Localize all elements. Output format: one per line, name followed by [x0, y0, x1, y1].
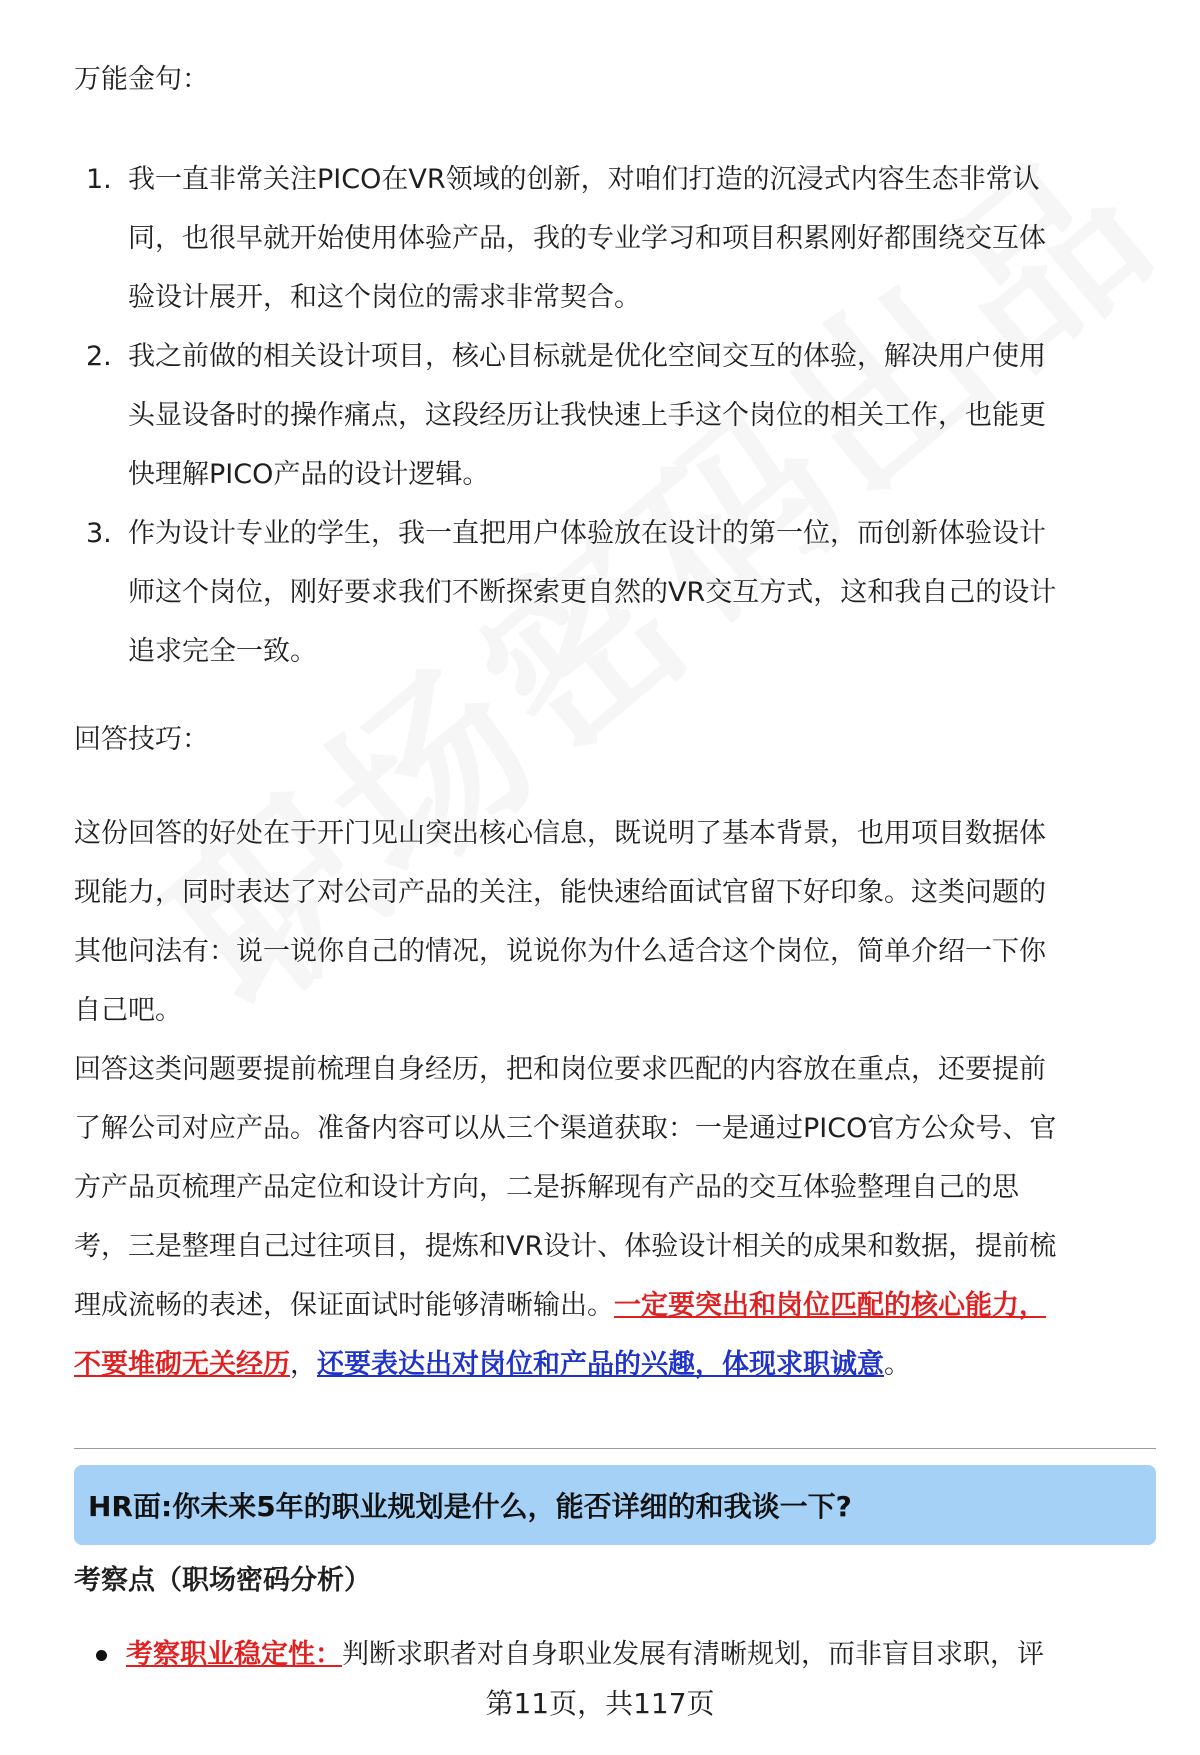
list-line: 我之前做的相关设计项目，核心目标就是优化空间交互的体验，解决用户使用 [128, 341, 1046, 372]
list-number: 3. [86, 518, 112, 549]
paragraph-line: 现能力，同时表达了对公司产品的关注，能快速给面试官留下好印象。这类问题的 [74, 877, 1046, 908]
list-line: 追求完全一致。 [128, 636, 317, 667]
list-line: 我一直非常关注PICO在VR领域的创新，对咱们打造的沉浸式内容生态非常认 [128, 164, 1040, 195]
list-item [74, 504, 1154, 681]
tips-paragraph-2 [74, 1040, 1164, 1394]
paragraph-line: 回答这类问题要提前梳理自身经历，把和岗位要求匹配的内容放在重点，还要提前 [74, 1054, 1046, 1085]
list-line: 作为设计专业的学生，我一直把用户体验放在设计的第一位，而创新体验设计 [128, 518, 1046, 549]
red-highlight-text: 一定要突出和岗位匹配的核心能力， [614, 1290, 1046, 1321]
paragraph-line: 考，三是整理自己过往项目，提炼和VR设计、体验设计相关的成果和数据，提前梳 [74, 1231, 1057, 1262]
list-line: 快理解PICO产品的设计逻辑。 [128, 459, 490, 490]
list-number: 2. [86, 341, 112, 372]
red-highlight-text: 不要堆砌无关经历 [74, 1349, 290, 1380]
bullet-dot-icon [96, 1650, 107, 1661]
paragraph-line: 了解公司对应产品。准备内容可以从三个渠道获取：一是通过PICO官方公众号、官 [74, 1113, 1057, 1144]
tips-heading: 回答技巧： [74, 724, 209, 755]
plain-text: ， [290, 1349, 317, 1380]
hr-question-text: HR面:你未来5年的职业规划是什么，能否详细的和我谈一下? [88, 1490, 852, 1523]
golden-phrases-heading: 万能金句： [74, 64, 209, 95]
tips-paragraph-1 [74, 804, 1164, 1040]
blue-highlight-text: 还要表达出对岗位和产品的兴趣，体现求职诚意 [317, 1349, 884, 1380]
paragraph-line [74, 1276, 1164, 1335]
list-item [74, 150, 1154, 327]
bullet-body: 判断求职者对自身职业发展有清晰规划，而非盲目求职，评 [342, 1639, 1044, 1670]
plain-text: 。 [884, 1349, 911, 1380]
golden-phrases-list [74, 150, 1154, 681]
paragraph-line [74, 1335, 1164, 1394]
paragraph-line: 这份回答的好处在于开门见山突出核心信息，既说明了基本背景，也用项目数据体 [74, 818, 1046, 849]
page-number: 第11页，共117页 [485, 1687, 715, 1720]
paragraph-line: 其他问法有：说一说你自己的情况，说说你为什么适合这个岗位，简单介绍一下你 [74, 936, 1046, 967]
focus-heading: 考察点（职场密码分析） [74, 1565, 371, 1596]
list-item [74, 327, 1154, 504]
plain-text: 理成流畅的表述，保证面试时能够清晰输出。 [74, 1290, 614, 1321]
list-line: 同，也很早就开始使用体验产品，我的专业学习和项目积累刚好都围绕交互体 [128, 223, 1046, 254]
list-line: 师这个岗位，刚好要求我们不断探索更自然的VR交互方式，这和我自己的设计 [128, 577, 1057, 608]
paragraph-line: 自己吧。 [74, 995, 182, 1026]
bullet-label: 考察职业稳定性： [126, 1639, 342, 1670]
bullet-text [126, 1635, 1044, 1675]
list-number: 1. [86, 164, 112, 195]
section-divider [74, 1448, 1156, 1449]
list-line: 头显设备时的操作痛点，这段经历让我快速上手这个岗位的相关工作，也能更 [128, 400, 1046, 431]
paragraph-line: 方产品页梳理产品定位和设计方向，二是拆解现有产品的交互体验整理自己的思 [74, 1172, 1019, 1203]
list-line: 验设计展开，和这个岗位的需求非常契合。 [128, 282, 641, 313]
hr-question-box [74, 1465, 1156, 1545]
